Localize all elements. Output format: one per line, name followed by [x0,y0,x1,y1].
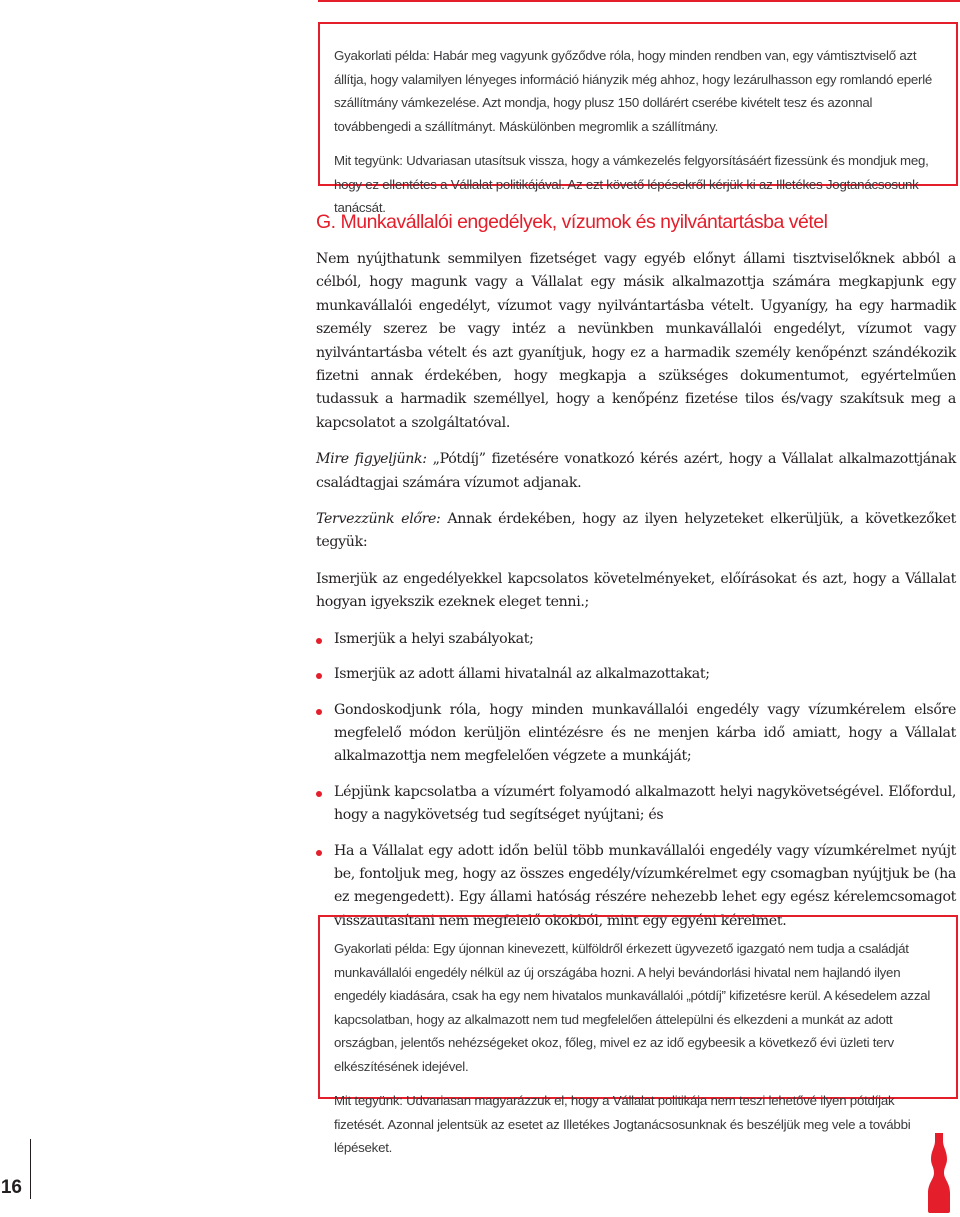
section-heading: G. Munkavállalói engedélyek, vízumok és nyilvántartásba vétel [316,211,828,233]
bullet-icon [316,638,322,644]
bullet-list [316,628,956,933]
example-paragraph: Gyakorlati példa: Egy újonnan kinevezett, külföldről érkezett ügyvezető igazgató nem tudja a családját munkavállalói engedély nélkül az új országába hozni. A helyi bevándorlási hivatal nem hajlandó ilyen engedély kiadására, csak ha egy nem hivatalos munkavállalói „pótdíj” kifizetésre kerül. A késedelem azzal kapcsolatban, hogy az alkalmazott nem tud megfelelően áttelepülni és elkezdeni a munkát az adott országban, jelentős nehézségeket okoz, főleg, mivel ez az idő egybeesik a következő évi üzleti terv elkészítésének idejével. [334,941,931,1074]
plan-ahead-paragraph [316,508,956,555]
list-item [316,663,956,686]
plan-ahead-text: Annak érdekében, hogy az ilyen helyzeteket elkerüljük, a következőket tegyük: [316,511,957,551]
list-item-text: Lépjünk kapcsolatba a vízumért folyamodó alkalmazott helyi nagykövetségével. Előfordul, hogy a nagykövetség tud segítséget nyújtani; és [334,783,956,824]
plan-ahead-label: Tervezzünk előre: [316,511,441,528]
bottle-logo-icon [926,1133,952,1213]
page-number: 16 [0,1177,22,1198]
bullet-icon [316,673,322,679]
example-paragraph: Gyakorlati példa: Habár meg vagyunk győződve róla, hogy minden rendben van, egy vámtisztviselő azt állítja, hogy valamilyen lényeges információ hiányzik még ahhoz, hogy lezárulhasson egy romlandó eperlé szállítmány vámkezelése. Azt mondja, hogy plusz 150 dollárért cserébe kivételt tesz és azonnal továbbengedi a szállítmányt. Máskülönben megromlik a szállítmány. [334,48,933,134]
list-item-text: Gondoskodjunk róla, hogy minden munkavállalói engedély vagy vízumkérelem elsőre megfelelő módon kerüljön elintézésre és ne menjen kárba idő amiatt, hogy a Vállalat alkalmazottja nem megfelelően végzete a munkáját; [334,701,956,765]
requirements-paragraph: Ismerjük az engedélyekkel kapcsolatos követelményeket, előírásokat és azt, hogy a Vállalat hogyan igyekszik ezeknek eleget tenni.; [316,570,956,611]
list-item [316,699,956,769]
action-paragraph: Mit tegyünk: Udvariasan magyarázzuk el, hogy a Vállalat politikája nem teszi lehetővé ilyen pótdíjak fizetését. Azonnal jelentsük az esetet az Illetékes Jogtanácsosunknak és beszéljük meg vele a további lépéseket. [334,1093,911,1155]
list-item-text: Ismerjük az adott állami hivatalnál az alkalmazottakat; [334,666,710,683]
section-paragraph-1: Nem nyújthatunk semmilyen fizetséget vagy egyéb előnyt állami tisztviselőknek abból a célból, hogy magunk vagy a Vállalat egy másik alkalmazottja számára megkapjunk egy munkavállalói engedélyt, vízumot vagy nyilvántartásba vételt. Ugyanígy, ha egy harmadik személy szerez be vagy intéz a nevünkben munkavállalói engedélyt, vízumot vagy nyilvántartásba vételt és azt gyanítjuk, hogy ez a harmadik személy kenőpénzt szándékozik fizetni annak érdekében, hogy megkapja a szükséges dokumentumot, egyértelműen tudassuk a harmadik személlyel, hogy a kenőpénz fizetése tilos és/vagy szakítsuk meg a kapcsolatot a szolgáltatóval. [316,251,956,431]
page-number-rule [30,1139,31,1199]
top-rule [318,0,960,2]
list-item-text: Ha a Vállalat egy adott időn belül több munkavállalói engedély vagy vízumkérelmet nyújt be, fontoljuk meg, hogy az összes engedély/vízumkérelmet egy csomagban nyújtjuk be (ha ez megengedett). Egy állami hatóság részére nehezebb lehet egy egész kérelemcsomagot visszautasítani nem megfelelő okokból, mint egy egyéni kérelmet. [334,842,956,929]
list-item [316,781,956,828]
bullet-icon [316,709,322,715]
list-item [316,628,956,651]
action-paragraph: Mit tegyünk: Udvariasan utasítsuk vissza, hogy a vámkezelés felgyorsításáért fizessünk és mondjuk meg, hogy ez ellentétes a Vállalat politikájával. Az ezt követő lépésekről kérjük ki az Illetékes Jogtanácsosunk tanácsát. [334,153,929,215]
bullet-icon [316,850,322,856]
bullet-icon [316,791,322,797]
main-content [316,200,956,945]
example-box-customs [318,22,958,215]
watch-for-text: „Pótdíj” fizetésére vonatkozó kérés azért, hogy a Vállalat alkalmazottjának családtagjai számára vízumot adjanak. [316,451,956,491]
watch-for-label: Mire figyeljünk: [316,451,427,468]
list-item-text: Ismerjük a helyi szabályokat; [334,630,534,647]
watch-for-paragraph [316,448,956,495]
example-box-visa [318,915,958,1155]
